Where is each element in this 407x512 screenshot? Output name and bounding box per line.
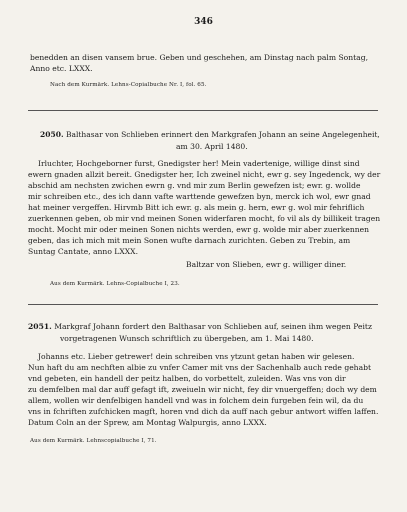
doc-2050-line: geben, das ich mich mit mein Sonen wufte darnach zurichten. Geben zu Trebin, am (28, 236, 351, 245)
doc-2050-source: Aus dem Kurmärk. Lehns-Copialbuche I, 23. (50, 281, 180, 287)
doc-2050-line: Suntag Cantate, anno LXXX. (28, 247, 138, 256)
prev-doc-line: benedden an disen vansem brue. Geben und geschehen, am Dinstag nach palm Sontag, (30, 53, 368, 62)
doc-2051-line: Datum Coln an der Sprew, am Montag Walpurgis, anno LXXX. (28, 418, 267, 427)
doc-2051-line: vnd gebeten, ein handell der peitz halben, do vorbettelt, zuleiden. Was vns von dir (28, 374, 346, 383)
doc-2050-line: zuerkennen geben, ob mir vnd meinen Sonen widerfaren mocht, fo vil als dy billikeit tragen (28, 214, 381, 223)
doc-2051-heading-text: Markgraf Johann fordert den Balthasar von Schlieben auf, seinen ihm wegen Peitz (54, 322, 372, 331)
doc-2050-number: 2050. (40, 130, 64, 139)
doc-2050-heading-text: Balthasar von Schlieben erinnert den Markgrafen Johann an seine Angelegenheit, (65, 130, 380, 139)
doc-2051-heading (28, 322, 372, 332)
doc-2051-heading-line2: vorgetragenen Wunsch schriftlich zu übergeben, am 1. Mai 1480. (60, 334, 314, 343)
doc-2051-line: vns in fchriften zufchicken magft, horen vnd dich da auff nach gebur antwort wiffen laffen. (28, 407, 379, 416)
page-number: 346 (194, 17, 213, 27)
section-divider (28, 304, 378, 305)
prev-doc-line: Anno etc. LXXX. (30, 64, 93, 73)
section-divider (28, 110, 378, 111)
doc-2051-source: Aus dem Kurmärk. Lehnscopialbuche I, 71. (30, 438, 157, 444)
doc-2050-line: abschid am nechsten zwichen ewrn g. vnd mir zum Berlin gewefzen ist; ewr. g. wollde (28, 181, 361, 190)
doc-2050-line: mocht. Mocht mir oder meinen Sonen nichts werden, ewr g. wolde mir aber zuerkennen (28, 225, 370, 234)
doc-2050-line: ewern gnaden allzit bereit. Gnedigster her, Ich zweinel nicht, ewr g. sey Ingedenck, wy der (28, 170, 381, 179)
doc-2050-signature: Baltzar von Slieben, ewr g. williger diner. (186, 260, 347, 269)
doc-2050-heading-date: am 30. April 1480. (176, 142, 248, 151)
doc-2051-number: 2051. (28, 322, 52, 331)
prev-doc-source: Nach dem Kurmärk. Lehns-Copialbuche Nr. I, fol. 65. (50, 82, 207, 88)
doc-2051-line: allem, wollen wir denfelbigen handell vnd was in folchem dein furgeben fein wil, da du (28, 396, 364, 405)
doc-2050-line: mir schreiben etc., des ich dann vafte warttende gewefzen byn, merck ich wol, ewr gnad (28, 192, 371, 201)
doc-2051-line: Johanns etc. Lieber getrewer! dein schreiben vns ytzunt getan haben wir gelesen. (38, 352, 355, 361)
doc-2050-heading (40, 130, 380, 140)
doc-2050-line: hat meiner vergeffen. Hirvmb Bitt ich ewr. g. als mein g. hern, ewr g. wol mir fehriflich (28, 203, 365, 212)
doc-2051-line: zu demfelben mal dar auff gefagt ift, zweiueln wir nicht, fey dir vnuergeffen; doch wy dem (28, 385, 377, 394)
doc-2051-line: Nun haft du am nechften albie zu vnfer Camer mit vns der Sachenhalb auch rede gehabt (28, 363, 372, 372)
doc-2050-line: Irluchter, Hochgeborner furst, Gnedigster her! Mein vadertenige, willige dinst sind (38, 159, 360, 168)
